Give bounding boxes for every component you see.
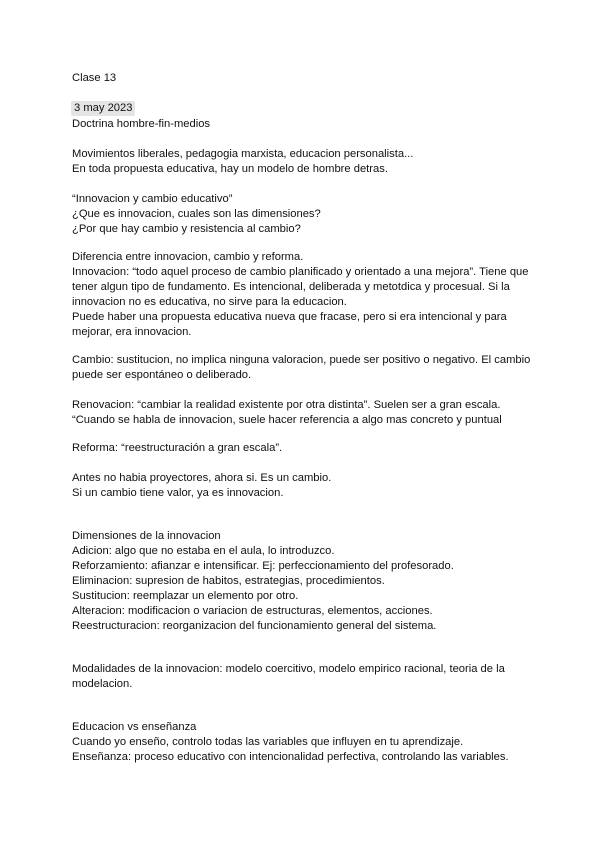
text-line: Innovacion: “todo aquel proceso de cambio planificado y orientado a una mejora”. Tiene que xyxy=(72,266,529,278)
text-line: puede ser espontáneo o deliberado. xyxy=(72,369,252,381)
text-line: Alteracion: modificacion o variacion de estructuras, elementos, acciones. xyxy=(72,605,433,617)
date-chip[interactable]: 3 may 2023 xyxy=(71,101,135,116)
text-line: Modalidades de la innovacion: modelo coercitivo, modelo empirico racional, teoria de la xyxy=(72,663,505,675)
text-line: Diferencia entre innovacion, cambio y reforma. xyxy=(72,251,304,263)
text-line: tener algun tipo de fundamento. Es intencional, deliberada y metotdica y procesual. Si la xyxy=(72,281,510,293)
text-line: modelacion. xyxy=(72,678,133,690)
text-line: mejorar, era innovacion. xyxy=(72,326,192,338)
text-line: Reforma: “reestructuración a gran escala”. xyxy=(72,442,283,454)
text-line: Cambio: sustitucion, no implica ninguna valoracion, puede ser positivo o negativo. El cambio xyxy=(72,354,531,366)
section-heading: Dimensiones de la innovacion xyxy=(72,530,221,542)
text-line: Enseñanza: proceso educativo con intencionalidad perfectiva, controlando las variables. xyxy=(72,751,509,763)
text-line: Si un cambio tiene valor, ya es innovacion. xyxy=(72,487,284,499)
text-line: Reestructuracion: reorganizacion del funcionamiento general del sistema. xyxy=(72,620,437,632)
text-line: Eliminacion: supresion de habitos, estrategias, procedimientos. xyxy=(72,575,385,587)
text-line: “Innovacion y cambio educativo” xyxy=(72,193,233,205)
text-line: Cuando yo enseño, controlo todas las variables que influyen en tu aprendizaje. xyxy=(72,736,464,748)
text-line: ¿Por que hay cambio y resistencia al cambio? xyxy=(72,223,301,235)
text-line: “Cuando se habla de innovacion, suele hacer referencia a algo mas concreto y puntual xyxy=(72,414,502,426)
text-line: Doctrina hombre-fin-medios xyxy=(72,118,211,130)
text-line: Reforzamiento: afianzar e intensificar. Ej: perfeccionamiento del profesorado. xyxy=(72,560,454,572)
text-line: Antes no habia proyectores, ahora si. Es un cambio. xyxy=(72,472,332,484)
date-field xyxy=(71,101,135,116)
section-heading: Educacion vs enseñanza xyxy=(72,721,197,733)
text-line: ¿Que es innovacion, cuales son las dimensiones? xyxy=(72,208,321,220)
text-line: Adicion: algo que no estaba en el aula, lo introduzco. xyxy=(72,545,335,557)
page-title: Clase 13 xyxy=(72,72,117,84)
text-line: Puede haber una propuesta educativa nueva que fracase, pero si era intencional y para xyxy=(72,311,507,323)
text-line: Renovacion: “cambiar la realidad existente por otra distinta”. Suelen ser a gran escala. xyxy=(72,399,501,411)
text-line: Sustitucion: reemplazar un elemento por otro. xyxy=(72,590,299,602)
text-line: Movimientos liberales, pedagogia marxista, educacion personalista... xyxy=(72,148,414,160)
text-line: En toda propuesta educativa, hay un modelo de hombre detras. xyxy=(72,163,388,175)
text-line: innovacion no es educativa, no sirve para la educacion. xyxy=(72,296,347,308)
